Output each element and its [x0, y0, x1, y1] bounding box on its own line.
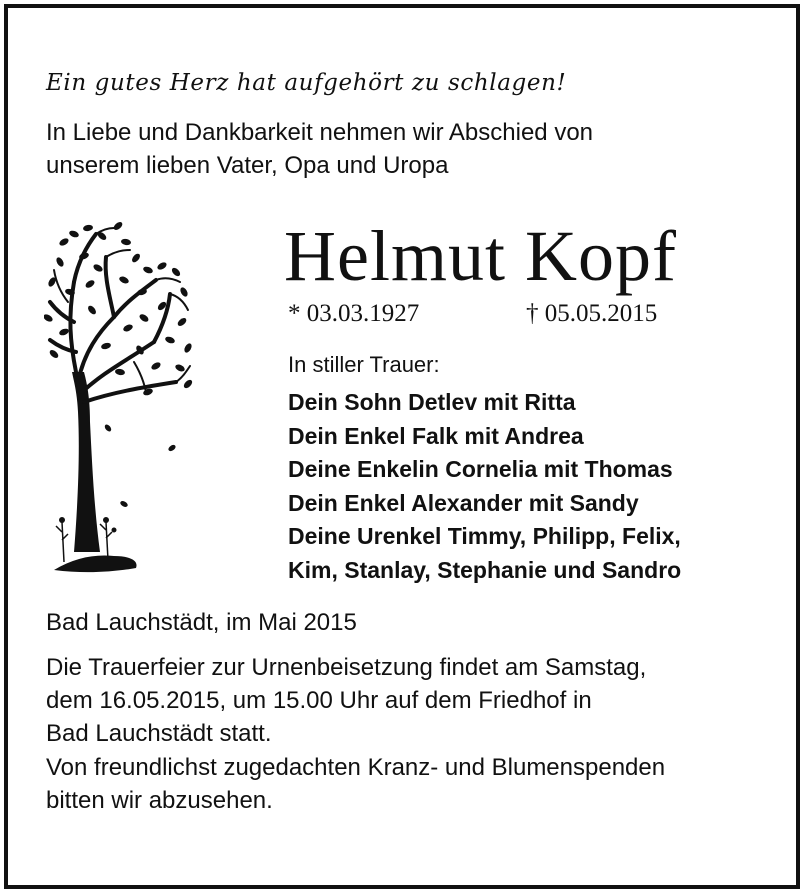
mourner-line: Dein Sohn Detlev mit Ritta	[288, 389, 576, 415]
intro-line: unserem lieben Vater, Opa und Uropa	[46, 152, 449, 179]
mourner-line: Dein Enkel Alexander mit Sandy	[288, 489, 639, 516]
mourner-line: Dein Enkel Falk mit Andrea	[288, 422, 584, 449]
intro-line: In Liebe und Dankbarkeit nehmen wir Abschied von	[46, 119, 594, 146]
notice-line: bitten wir abzusehen.	[46, 786, 273, 814]
death-date: † 05.05.2015	[526, 300, 658, 327]
mourners-list	[288, 386, 681, 587]
mourner-line: Deine Urenkel Timmy, Philipp, Felix,	[288, 523, 681, 549]
notice-line: Von freundlichst zugedachten Kranz- und Blumenspenden	[46, 753, 666, 781]
mourner-line: Deine Enkelin Cornelia mit Thomas	[288, 456, 673, 482]
notice-line: Bad Lauchstädt statt.	[46, 720, 272, 748]
intro-text	[46, 116, 593, 182]
place-date: Bad Lauchstädt, im Mai 2015	[46, 609, 357, 636]
mourner-line: Kim, Stanlay, Stephanie und Sandro	[288, 556, 682, 583]
mourning-label: In stiller Trauer:	[288, 352, 440, 377]
deceased-name: Helmut Kopf	[284, 216, 677, 296]
notice-line: Die Trauerfeier zur Urnenbeisetzung findet am Samstag,	[46, 654, 647, 681]
tree-icon	[44, 222, 194, 578]
notice-line: dem 16.05.2015, um 15.00 Uhr auf dem Friedhof in	[46, 687, 592, 715]
birth-date: * 03.03.1927	[288, 300, 420, 327]
funeral-notice	[46, 651, 665, 817]
motto-line: Ein gutes Herz hat aufgehört zu schlagen!	[46, 70, 567, 96]
